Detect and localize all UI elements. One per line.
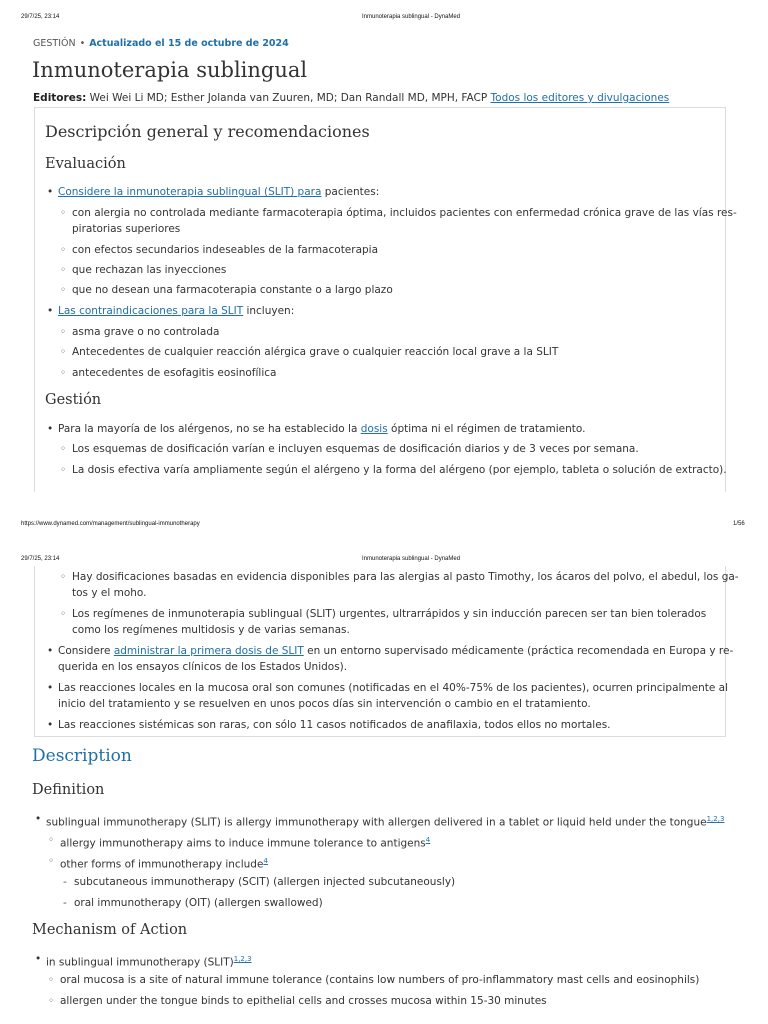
editors-label: Editores: [33,92,87,104]
eval-sub-6: ◦ Antecedentes de cualquier reacción alérgica grave o cualquier reacción local grave a la SLIT [72,344,558,360]
eval-sub-3: ◦ que rechazan las inyecciones [72,262,226,278]
mgmt-item-1: • Para la mayoría de los alérgenos, no se ha establecido la dosis óptima ni el régimen de tratamiento. [58,421,585,437]
eval-sub-5: ◦ asma grave o no controlada [72,324,219,340]
moa-sub-2: ◦ allergen under the tongue binds to epithelial cells and crosses mucosa within 15-30 minutes [60,993,547,1009]
print-footer-url: https://www.dynamed.com/management/sublingual-immunotherapy [21,521,200,527]
mgmt-sub-1: ◦ Los esquemas de dosificación varían e incluyen esquemas de dosificación diarios y de 3 veces por semana. [72,441,639,457]
print-footer-page: 1/56 [733,521,745,527]
mgmt-item-2-cont: querida en los ensayos clínicos de los Estados Unidos). [58,661,348,673]
mgmt-sub-3: ◦ Hay dosificaciones basadas en evidencia disponibles para las alergias al pasto Timothy, los ácaros del polvo, el abedul, los ga- [72,569,739,585]
print-header-date: 29/7/25, 23:14 [21,14,60,20]
eval-item-1: • Considere la inmunoterapia sublingual (SLIT) para pacientes: [58,184,379,200]
moa-item-1: • in sublingual immunotherapy (SLIT)$^{1,2,3}$ [46,951,252,971]
mgmt-item-3-cont: inicio del tratamiento y se resuelven en unos pocos días sin intervención o cambio en el tratamiento. [58,698,591,710]
mgmt-sub-2: ◦ La dosis efectiva varía ampliamente según el alérgeno y la forma del alérgeno (por ejemplo, tableta o solución de extracto). [72,462,727,478]
first-dose-link[interactable]: administrar la primera dosis de SLIT [113,645,304,657]
evaluation-heading: Evaluación [45,156,126,172]
moa-sub-1: ◦ oral mucosa is a site of natural immune tolerance (contains low numbers of pro-inflammatory mast cells and eosinophils) [60,972,699,988]
management-heading: Gestión [45,392,102,408]
eval-sub-7: ◦ antecedentes de esofagitis eosinofílica [72,365,276,381]
editors-names: Wei Wei Li MD; Esther Jolanda van Zuuren, MD; Dan Randall MD, MPH, FACP [89,92,488,104]
eval-sub-1-cont: piratorias superiores [72,223,181,235]
mgmt-item-4: • Las reacciones sistémicas son raras, con sólo 11 casos notificados de anafilaxia, todos ellos no mortales. [58,717,611,733]
eval-sub-4: ◦ que no desean una farmacoterapia constante o a largo plazo [72,282,393,298]
editors-line [33,92,669,104]
print-header-title: Inmunoterapia sublingual - DynaMed [362,14,461,20]
eval-item-2: • Las contraindicaciones para la SLIT incluyen: [58,303,294,319]
page-title: Inmunoterapia sublingual [32,58,308,82]
def-item-1: • sublingual immunotherapy (SLIT) is allergy immunotherapy with allergen delivered in a tablet or liquid held under the tongue$^{1,2,3}$ [46,811,724,831]
def-sub-2a: - subcutaneous immunotherapy (SCIT) (allergen injected subcutaneously) [74,874,455,890]
def-sub-2: ◦ other forms of immunotherapy include$^4$ [60,853,268,873]
eval-sub-1: ◦ con alergia no controlada mediante farmacoterapia óptima, incluidos pacientes con enfermedad crónica grave de las vías res- [72,205,737,221]
slit-consider-link[interactable]: Considere la inmunoterapia sublingual (SLIT) para [58,186,322,198]
article-meta [33,38,289,49]
description-heading: Description [32,746,132,766]
print-header-title-2: Inmunoterapia sublingual - DynaMed [362,556,461,562]
reference-link[interactable]: 4 [263,857,268,865]
separator-dot: • [79,38,86,49]
eval-sub-2: ◦ con efectos secundarios indeseables de la farmacoterapia [72,242,378,258]
print-header-date-2: 29/7/25, 23:14 [21,556,60,562]
mechanism-heading: Mechanism of Action [32,922,188,938]
updated-date: Actualizado el 15 de octubre de 2024 [89,38,289,49]
overview-heading: Descripción general y recomendaciones [45,122,370,141]
definition-heading: Definition [32,782,105,798]
dose-link[interactable]: dosis [360,423,388,435]
reference-link[interactable]: 1,2,3 [706,815,725,823]
mgmt-sub-4: ◦ Los regímenes de inmunoterapia sublingual (SLIT) urgentes, ultrarrápidos y sin inducción parecen ser tan bien tolerados [72,606,706,622]
reference-link[interactable]: 4 [425,836,431,844]
def-sub-2b: - oral immunotherapy (OIT) (allergen swallowed) [74,895,323,911]
contraindications-link[interactable]: Las contraindicaciones para la SLIT [58,305,244,317]
mgmt-item-3: • Las reacciones locales en la mucosa oral son comunes (notificadas en el 40%-75% de los pacientes), ocurren principalmente al [58,680,728,696]
mgmt-item-2: • Considere administrar la primera dosis de SLIT en un entorno supervisado médicamente (práctica recomendada en Europa y re- [58,643,733,659]
reference-link[interactable]: 1,2,3 [233,955,252,963]
section-label: GESTIÓN [33,38,76,49]
all-editors-link[interactable]: Todos los editores y divulgaciones [490,92,670,104]
def-sub-1: ◦ allergy immunotherapy aims to induce immune tolerance to antigens$^4$ [60,832,430,852]
mgmt-sub-4-cont: como los regímenes multidosis y de varias semanas. [72,624,350,636]
mgmt-sub-3-cont: tos y el moho. [72,587,147,599]
